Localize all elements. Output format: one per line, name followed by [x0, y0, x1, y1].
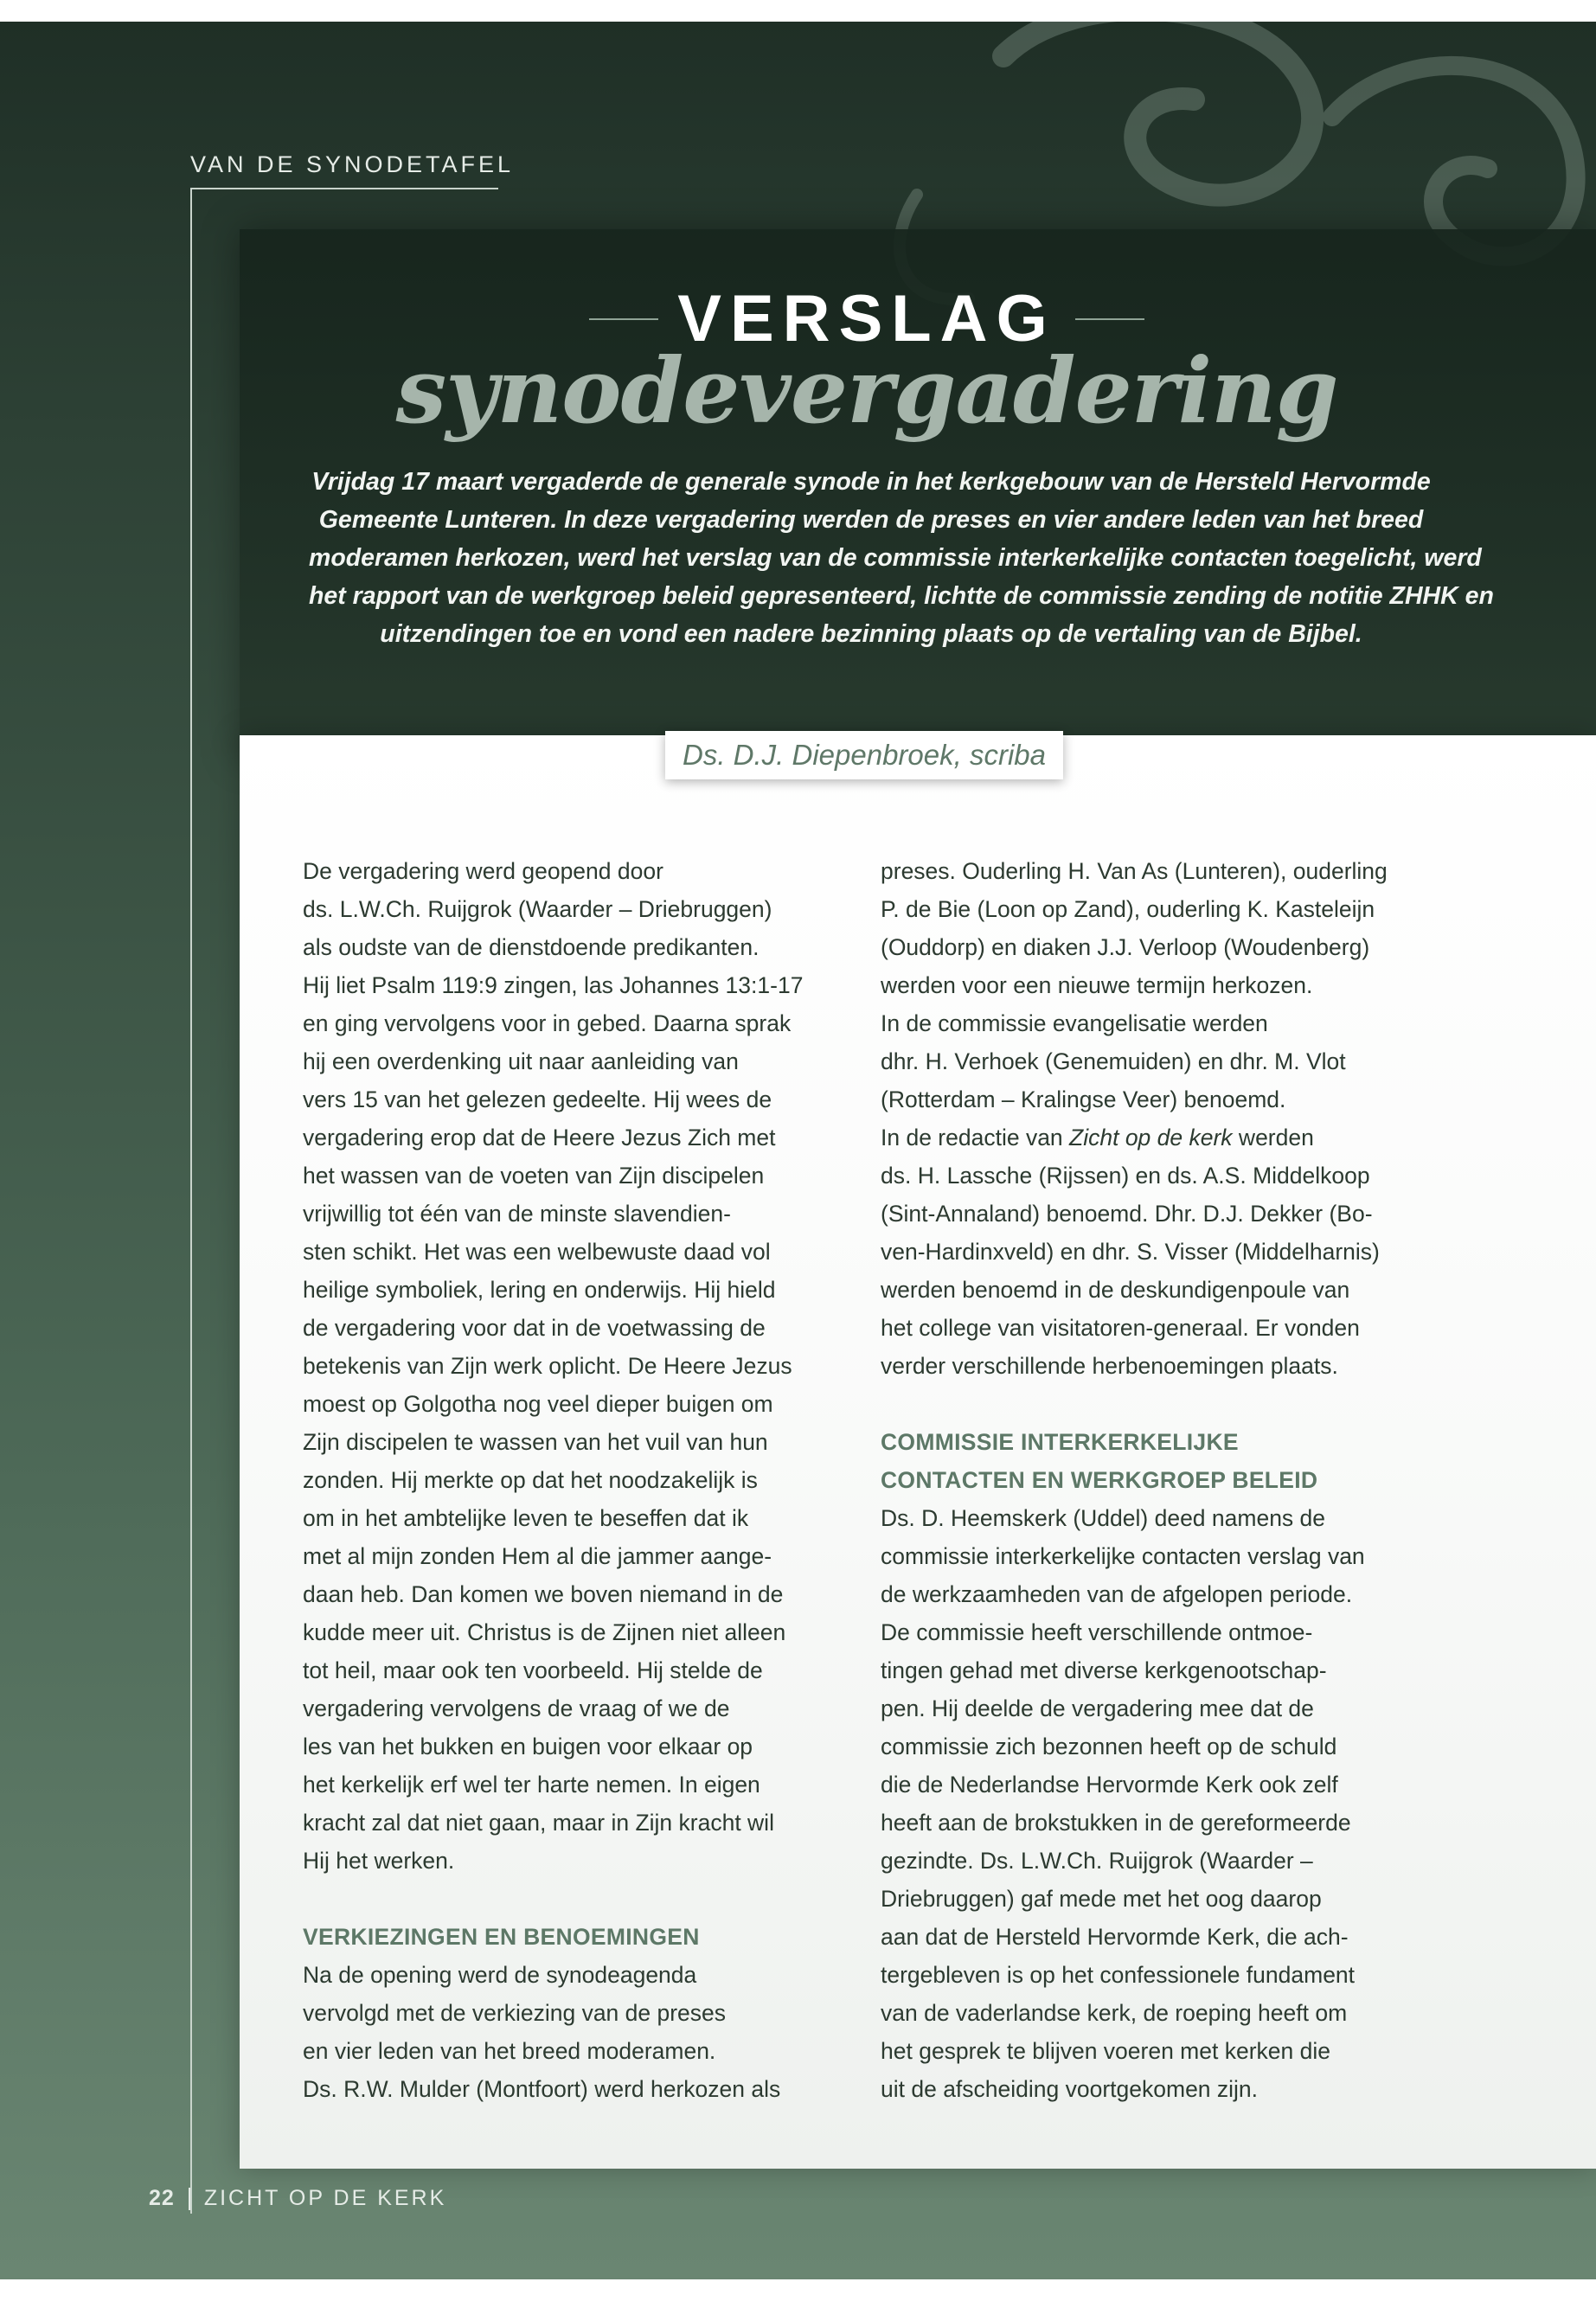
- body-line: De vergadering werd geopend door: [303, 858, 663, 884]
- intro-paragraph: [309, 463, 1494, 653]
- body-line: les van het bukken en buigen voor elkaar op: [303, 1734, 753, 1759]
- redactie-prefix: In de redactie van: [881, 1125, 1070, 1150]
- body-line: Hij het werken.: [303, 1848, 455, 1874]
- body-line: daan heb. Dan komen we boven niemand in de: [303, 1581, 784, 1607]
- body-line: heilige symboliek, lering en onderwijs. Hij hield: [303, 1277, 776, 1303]
- body-line: preses. Ouderling H. Van As (Lunteren), ouderling: [881, 858, 1388, 884]
- body-line: aan dat de Hersteld Hervormde Kerk, die ach-: [881, 1924, 1349, 1950]
- body-line: hij een overdenking uit naar aanleiding van: [303, 1048, 739, 1074]
- body-line: heeft aan de brokstukken in de gereformeerde: [881, 1810, 1351, 1836]
- intro-line: het rapport van de werkgroep beleid gepresenteerd, lichtte de commissie zending de notitie ZHHK en: [309, 582, 1494, 610]
- body-line: het gesprek te blijven voeren met kerken die: [881, 2038, 1330, 2064]
- magazine-title-italic: Zicht op de kerk: [1069, 1125, 1233, 1150]
- body-line: pen. Hij deelde de vergadering mee dat de: [881, 1695, 1314, 1721]
- intro-line: Gemeente Lunteren. In deze vergadering werden de preses en vier andere leden van het breed: [318, 506, 1424, 534]
- body-line: werden benoemd in de deskundigenpoule van: [881, 1277, 1350, 1303]
- body-line: om in het ambtelijke leven te beseffen dat ik: [303, 1505, 749, 1531]
- body-line: Driebruggen) gaf mede met het oog daarop: [881, 1886, 1322, 1912]
- body-line: commissie interkerkelijke contacten verslag van: [881, 1543, 1365, 1569]
- body-line: Zijn discipelen te wassen van het vuil van hun: [303, 1429, 768, 1455]
- body-line: werden voor een nieuwe termijn herkozen.: [881, 972, 1313, 998]
- body-line: van de vaderlandse kerk, de roeping heeft om: [881, 2000, 1348, 2026]
- body-line: ds. H. Lassche (Rijssen) en ds. A.S. Middelkoop: [881, 1163, 1370, 1189]
- body-line: en ging vervolgens voor in gebed. Daarna sprak: [303, 1010, 792, 1036]
- body-line: verder verschillende herbenoemingen plaats.: [881, 1353, 1338, 1379]
- section-label: VAN DE SYNODETAFEL: [190, 151, 515, 177]
- body-line: dhr. H. Verhoek (Genemuiden) en dhr. M. Vlot: [881, 1048, 1346, 1074]
- body-line: gezindte. Ds. L.W.Ch. Ruijgrok (Waarder –: [881, 1848, 1313, 1874]
- page-footer: [149, 2186, 446, 2211]
- body-line: de vergadering voor dat in de voetwassing de: [303, 1315, 766, 1341]
- body-line: het wassen van de voeten van Zijn discipelen: [303, 1163, 765, 1189]
- magazine-name: ZICHT OP DE KERK: [203, 2186, 447, 2210]
- body-line: (Rotterdam – Kralingse Veer) benoemd.: [881, 1086, 1286, 1112]
- body-line: kracht zal dat niet gaan, maar in Zijn kracht wil: [303, 1810, 774, 1836]
- content-panel: [240, 735, 1596, 2169]
- body-line: vrijwillig tot één van de minste slavendien-: [303, 1201, 731, 1227]
- body-line: zonden. Hij merkte op dat het noodzakelijk is: [303, 1467, 758, 1493]
- redactie-suffix: werden: [1232, 1125, 1314, 1150]
- body-line: (Sint-Annaland) benoemd. Dhr. D.J. Dekker (Bo-: [881, 1201, 1373, 1227]
- body-line: met al mijn zonden Hem al die jammer aange-: [303, 1543, 772, 1569]
- body-line: De commissie heeft verschillende ontmoe-: [881, 1619, 1313, 1645]
- heading-commissie: COMMISSIE INTERKERKELIJKE: [881, 1429, 1239, 1455]
- body-line: tot heil, maar ook ten voorbeeld. Hij stelde de: [303, 1657, 763, 1683]
- body-line: sten schikt. Het was een welbewuste daad vol: [303, 1239, 771, 1265]
- heading-commissie: CONTACTEN EN WERKGROEP BELEID: [881, 1467, 1318, 1493]
- author-byline: Ds. D.J. Diepenbroek, scriba: [665, 731, 1063, 779]
- intro-line: Vrijdag 17 maart vergaderde de generale synode in het kerkgebouw van de Hersteld Hervormde: [311, 468, 1431, 496]
- body-line: en vier leden van het breed moderamen.: [303, 2038, 716, 2064]
- body-line: vervolgd met de verkiezing van de preses: [303, 2000, 727, 2026]
- body-line: vers 15 van het gelezen gedeelte. Hij wees de: [303, 1086, 772, 1112]
- body-line: Ds. D. Heemskerk (Uddel) deed namens de: [881, 1505, 1326, 1531]
- page-number: 22: [149, 2186, 175, 2210]
- page-margin-bottom: [0, 2279, 1596, 2301]
- right-column: [881, 852, 1434, 2108]
- body-line: die de Nederlandse Hervormde Kerk ook zelf: [881, 1772, 1338, 1798]
- body-line: als oudste van de dienstdoende predikanten.: [303, 934, 760, 960]
- body-line: het college van visitatoren-generaal. Er vonden: [881, 1315, 1360, 1341]
- paragraph-gap: [881, 1385, 1434, 1423]
- footer-separator: [189, 2188, 190, 2210]
- hero-block: [240, 229, 1596, 757]
- left-column: [303, 852, 856, 2108]
- body-line: Na de opening werd de synodeagenda: [303, 1962, 697, 1988]
- body-line: moest op Golgotha nog veel dieper buigen om: [303, 1391, 773, 1417]
- magazine-page: [0, 22, 1596, 2279]
- article-subtitle: synodevergadering: [395, 337, 1338, 444]
- body-line-redactie: [881, 1118, 1434, 1157]
- body-line: ven-Hardinxveld) en dhr. S. Visser (Middelharnis): [881, 1239, 1380, 1265]
- body-line: tingen gehad met diverse kerkgenootschap-: [881, 1657, 1327, 1683]
- body-line: vergadering erop dat de Heere Jezus Zich met: [303, 1125, 776, 1150]
- body-line: In de commissie evangelisatie werden: [881, 1010, 1268, 1036]
- heading-verkiezingen: VERKIEZINGEN EN BENOEMINGEN: [303, 1924, 700, 1950]
- body-line: vergadering vervolgens de vraag of we de: [303, 1695, 730, 1721]
- body-line: ds. L.W.Ch. Ruijgrok (Waarder – Driebruggen): [303, 896, 772, 922]
- body-line: tergebleven is op het confessionele fundament: [881, 1962, 1356, 1988]
- body-line: Ds. R.W. Mulder (Montfoort) werd herkozen als: [303, 2076, 781, 2102]
- intro-line: moderamen herkozen, werd het verslag van de commissie interkerkelijke contacten toegelicht, werd: [309, 544, 1482, 572]
- article-title: VERSLAG: [677, 282, 1056, 356]
- title-rule-right: [1075, 318, 1144, 320]
- body-line: commissie zich bezonnen heeft op de schuld: [881, 1734, 1337, 1759]
- body-line: de werkzaamheden van de afgelopen periode.: [881, 1581, 1353, 1607]
- body-line: (Ouddorp) en diaken J.J. Verloop (Woudenberg): [881, 934, 1370, 960]
- paragraph-gap: [303, 1880, 856, 1918]
- body-line: Hij liet Psalm 119:9 zingen, las Johannes 13:1-17: [303, 972, 804, 998]
- title-rule-left: [589, 318, 658, 320]
- body-line: kudde meer uit. Christus is de Zijnen niet alleen: [303, 1619, 786, 1645]
- intro-line: uitzendingen toe en vond een nadere bezinning plaats op de vertaling van de Bijbel.: [380, 620, 1362, 648]
- body-line: uit de afscheiding voortgekomen zijn.: [881, 2076, 1259, 2102]
- body-line: het kerkelijk erf wel ter harte nemen. In eigen: [303, 1772, 760, 1798]
- body-line: betekenis van Zijn werk oplicht. De Heere Jezus: [303, 1353, 792, 1379]
- body-line: P. de Bie (Loon op Zand), ouderling K. Kasteleijn: [881, 896, 1375, 922]
